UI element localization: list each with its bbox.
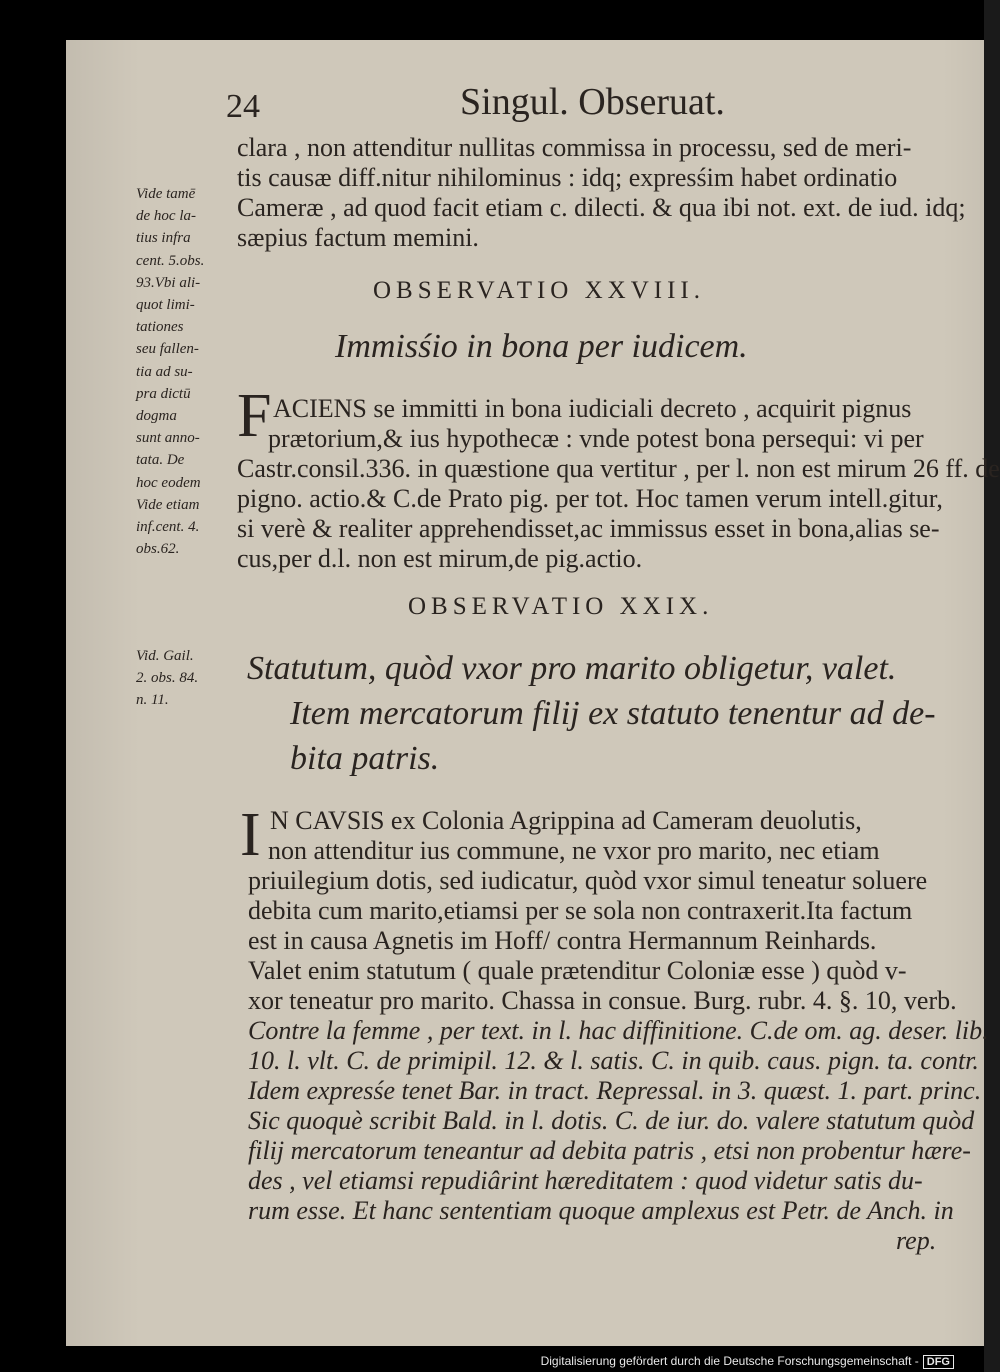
text-line: ACIENS se immitti in bona iudiciali decreto , acquirit pignus <box>273 394 912 423</box>
marginal-note: Vid. Gail. 2. obs. 84. n. 11. <box>136 648 199 709</box>
text-line: debita cum marito,etiamsi per se sola non contraxerit.Ita factum <box>248 896 913 925</box>
text-line: xor teneatur pro marito. Chassa in consue. Burg. rubr. 4. §. 10, verb. <box>248 986 957 1015</box>
running-title: Singul. Obseruat. <box>460 81 725 123</box>
marginal-note: Vide tamē de hoc la- tius infra cent. 5.obs. 93.Vbi ali- quot limi- tationes seu fallen- tia ad su- pra dictū dogma sunt anno- tata. De hoc eodem Vide etiam inf.cent. 4. obs.62. <box>136 186 205 558</box>
text-line: filij mercatorum teneantur ad debita patris , etsi non probentur hære- <box>248 1136 971 1165</box>
text-line: N CAVSIS ex Colonia Agrippina ad Cameram deuolutis, <box>270 806 862 835</box>
footer-text: Digitalisierung gefördert durch die Deutsche Forschungsgemeinschaft - <box>540 1354 919 1368</box>
text-line: Castr.consil.336. in quæstione qua vertitur , per l. non est mirum 26 ff. de <box>237 454 1000 483</box>
text-line: priuilegium dotis, sed iudicatur, quòd vxor simul teneatur soluere <box>248 866 928 895</box>
text-line: Idem expresśe tenet Bar. in tract. Repressal. in 3. quæst. 1. part. princ. <box>248 1076 982 1105</box>
text-line: clara , non attenditur nullitas commissa in processu, sed de meri- <box>237 133 912 162</box>
text-line: 10. l. vlt. C. de primipil. 12. & l. satis. C. in quib. caus. pign. ta. contr. <box>248 1046 979 1075</box>
dfg-logo: DFG <box>923 1355 954 1369</box>
text-line: des , vel etiamsi repudiârint hæreditatem : quod videtur satis du- <box>248 1166 923 1195</box>
drop-cap: F <box>237 382 272 450</box>
text-line: cus,per d.l. non est mirum,de pig.actio. <box>237 544 643 573</box>
text-line: rum esse. Et hanc sententiam quoque amplexus est Petr. de Anch. in <box>248 1196 954 1225</box>
text-line: Contre la femme , per text. in l. hac diffinitione. C.de om. ag. deser. lib. <box>248 1016 989 1045</box>
observation-title: bita patris. <box>290 740 440 777</box>
text-line: Cameræ , ad quod facit etiam c. dilecti. & qua ibi not. ext. de iud. idq; <box>237 193 966 222</box>
drop-cap: I <box>240 801 261 869</box>
scan-edge <box>984 0 1000 1372</box>
observation-title: Immisśio in bona per iudicem. <box>335 328 748 365</box>
observation-heading: OBSERVATIO XXVIII. <box>373 277 705 304</box>
observation-title: Item mercatorum filij ex statuto tenentur ad de- <box>290 695 936 732</box>
page-number: 24 <box>226 88 260 125</box>
text-line: tis causæ diff.nitur nihilominus : idq; expresśim habet ordinatio <box>237 163 898 192</box>
text-line: sæpius factum memini. <box>237 223 479 252</box>
text-line: Sic quoquè scribit Bald. in l. dotis. C. de iur. do. valere statutum quòd <box>248 1106 975 1135</box>
text-line: est in causa Agnetis im Hoff/ contra Hermannum Reinhards. <box>248 926 877 955</box>
text-line: prætorium,& ius hypothecæ : vnde potest bona persequi: vi per <box>268 424 924 453</box>
observation-heading: OBSERVATIO XXIX. <box>408 593 714 620</box>
text-line: non attenditur ius commune, ne vxor pro marito, nec etiam <box>268 836 880 865</box>
digitization-footer <box>541 1354 954 1369</box>
observation-title: Statutum, quòd vxor pro marito obligetur, valet. <box>247 650 897 687</box>
text-line: pigno. actio.& C.de Prato pig. per tot. Hoc tamen verum intell.gitur, <box>237 484 943 513</box>
text-line: rep. <box>896 1226 937 1255</box>
text-line: Valet enim statutum ( quale prætenditur Coloniæ esse ) quòd v- <box>248 956 907 985</box>
text-line: si verè & realiter apprehendisset,ac immissus esset in bona,alias se- <box>237 514 940 543</box>
